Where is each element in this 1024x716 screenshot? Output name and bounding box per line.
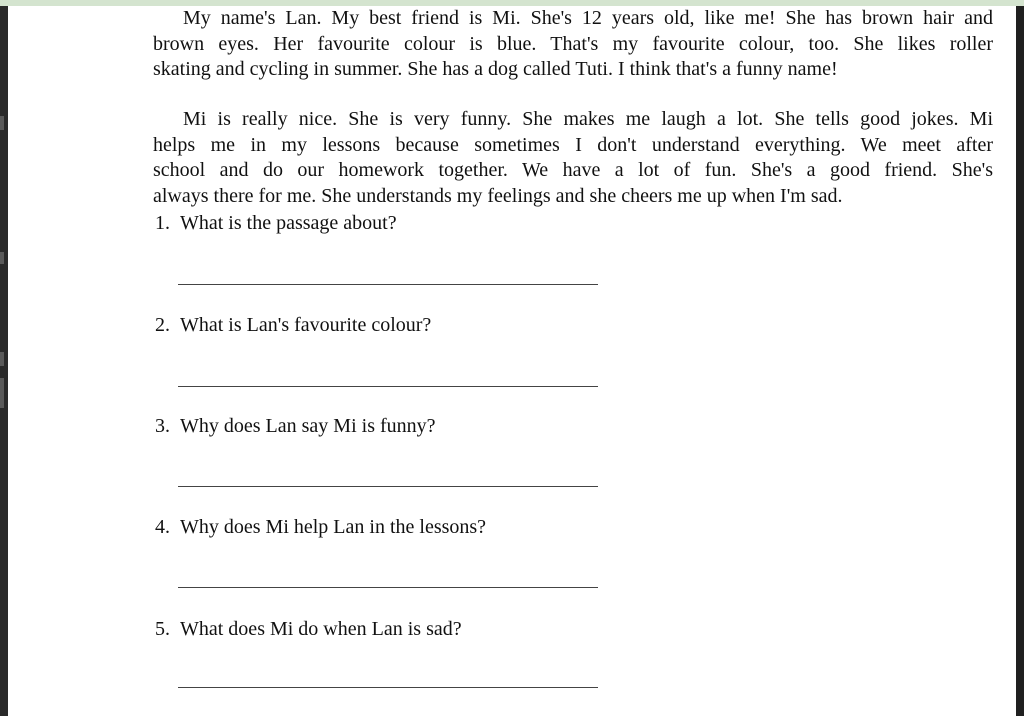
right-window-edge (1016, 6, 1024, 716)
document-page (8, 6, 1016, 716)
answer-line-5[interactable] (178, 687, 598, 688)
question-number: 1. (155, 212, 170, 234)
question-number: 4. (155, 516, 170, 538)
edge-mark (0, 252, 4, 264)
question-5 (155, 617, 462, 642)
question-number: 2. (155, 314, 170, 336)
left-window-edge (0, 6, 8, 716)
answer-line-3[interactable] (178, 486, 598, 487)
question-text: What is Lan's favourite colour? (180, 314, 432, 336)
question-text: What is the passage about? (180, 212, 397, 234)
question-3 (155, 414, 436, 439)
edge-mark (0, 352, 4, 366)
answer-line-1[interactable] (178, 284, 598, 285)
passage-paragraph-2 (153, 107, 993, 209)
passage-line: brown eyes. Her favourite colour is blue. That's my favourite colour, too. She likes roller (153, 32, 993, 55)
question-text: What does Mi do when Lan is sad? (180, 618, 462, 640)
question-1 (155, 211, 397, 236)
answer-line-2[interactable] (178, 386, 598, 387)
question-text: Why does Mi help Lan in the lessons? (180, 516, 487, 538)
question-text: Why does Lan say Mi is funny? (180, 415, 436, 437)
passage-line: My name's Lan. My best friend is Mi. She's 12 years old, like me! She has brown hair and (183, 7, 993, 29)
passage-line: helps me in my lessons because sometimes I don't understand everything. We meet after (153, 133, 993, 156)
passage-line: school and do our homework together. We have a lot of fun. She's a good friend. She's (153, 159, 993, 181)
question-number: 5. (155, 618, 170, 640)
passage-paragraph-1 (153, 6, 993, 83)
answer-line-4[interactable] (178, 587, 598, 588)
edge-mark (0, 116, 4, 130)
passage-line: always there for me. She understands my feelings and she cheers me up when I'm sad. (153, 184, 843, 207)
edge-mark (0, 378, 4, 408)
passage-line: skating and cycling in summer. She has a dog called Tuti. I think that's a funny name! (153, 58, 838, 80)
question-2 (155, 313, 431, 338)
question-number: 3. (155, 415, 170, 437)
question-4 (155, 515, 486, 540)
passage-line: Mi is really nice. She is very funny. She makes me laugh a lot. She tells good jokes. Mi (183, 108, 993, 130)
